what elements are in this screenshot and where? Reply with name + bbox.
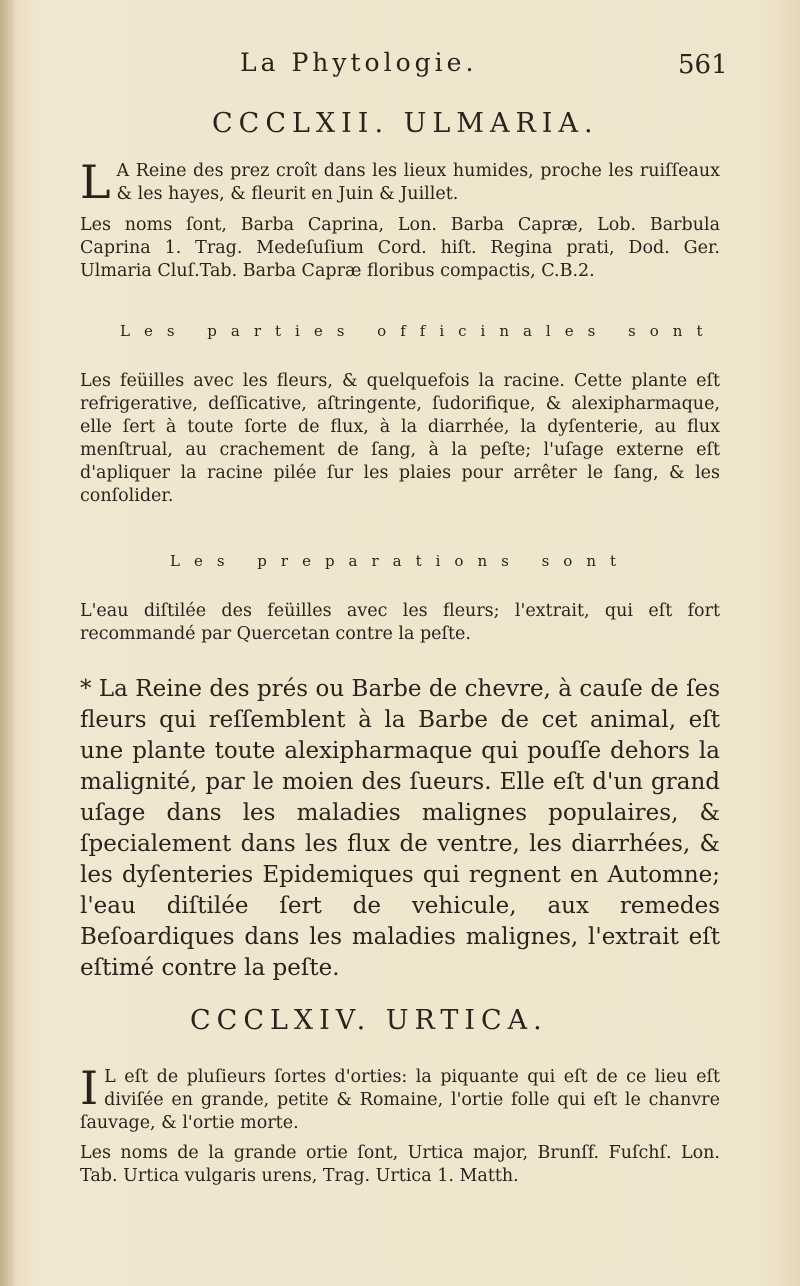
section-title-ulmaria: CCCLXII. ULMARIA. xyxy=(212,108,599,139)
paragraph-text: A Reine des prez croît dans les lieux humides, proche les ruiſſeaux & les hayes, & fleurit en Juin & Juillet. xyxy=(116,161,720,204)
subhead-preparations: Les preparations sont xyxy=(170,552,631,570)
paragraph-urtica-intro xyxy=(80,1061,720,1135)
running-title: La Phytologie. xyxy=(240,48,478,77)
dropcap: L xyxy=(80,155,111,209)
paragraph-ulmaria-intro xyxy=(80,155,720,209)
paragraph-ulmaria-parts: Les feüilles avec les fleurs, & quelquefois la racine. Cette plante eſt refrigerative, deſſicative, aſtringente, ſudorifique, & alexipharmaque, elle ſert à toute ſorte de flux, à la diarrhée, la dyſenterie, au flux menſtrual, au crachement de ſang, à la peſte; l'uſage externe eſt d'apliquer la racine pilée ſur les plaies pour arrêter le ſang, & les conſolider. xyxy=(80,371,720,506)
subhead-officinal-parts: Les parties officinales sont xyxy=(120,322,717,340)
page-number: 561 xyxy=(678,50,728,80)
dropcap: I xyxy=(80,1061,99,1115)
paragraph-urtica-names: Les noms de la grande ortie ſont, Urtica major, Brunſf. Fuſchſ. Lon. Tab. Urtica vulgaris urens, Trag. Urtica 1. Matth. xyxy=(80,1143,720,1186)
section-title-urtica: CCCLXIV. URTICA. xyxy=(190,1005,548,1036)
page-gutter xyxy=(0,0,14,1286)
paragraph-text: L eſt de pluſieurs ſortes d'orties: la piquante qui eſt de ce lieu eſt diviſée en grande, petite & Romaine, l'ortie folle qui eſt le chanvre ſauvage, & l'ortie morte. xyxy=(80,1067,720,1133)
paragraph-ulmaria-preparations: L'eau diſtilée des feüilles avec les fleurs; l'extrait, qui eſt fort recommandé par Quercetan contre la peſte. xyxy=(80,601,720,644)
paragraph-ulmaria-names: Les noms ſont, Barba Caprina, Lon. Barba Capræ, Lob. Barbula Caprina 1. Trag. Medeſuſium Cord. hiſt. Regina prati, Dod. Ger. Ulmaria Cluſ.Tab. Barba Capræ floribus compactis, C.B.2. xyxy=(80,215,720,281)
paragraph-ulmaria-commentary: * La Reine des prés ou Barbe de chevre, à cauſe de ſes fleurs qui reſſemblent à la Barbe de cet animal, eſt une plante toute alexipharmaque qui pouſſe dehors la malignité, par le moien des ſueurs. Elle eſt d'un grand uſage dans les maladies malignes populaires, & ſpecialement dans les flux de ventre, les diarrhées, & les dyſenteries Epidemiques qui regnent en Automne; l'eau diſtilée ſert de vehicule, aux remedes Beſoardiques dans les maladies malignes, l'extrait eſt eſtimé contre la peſte. xyxy=(80,676,720,981)
